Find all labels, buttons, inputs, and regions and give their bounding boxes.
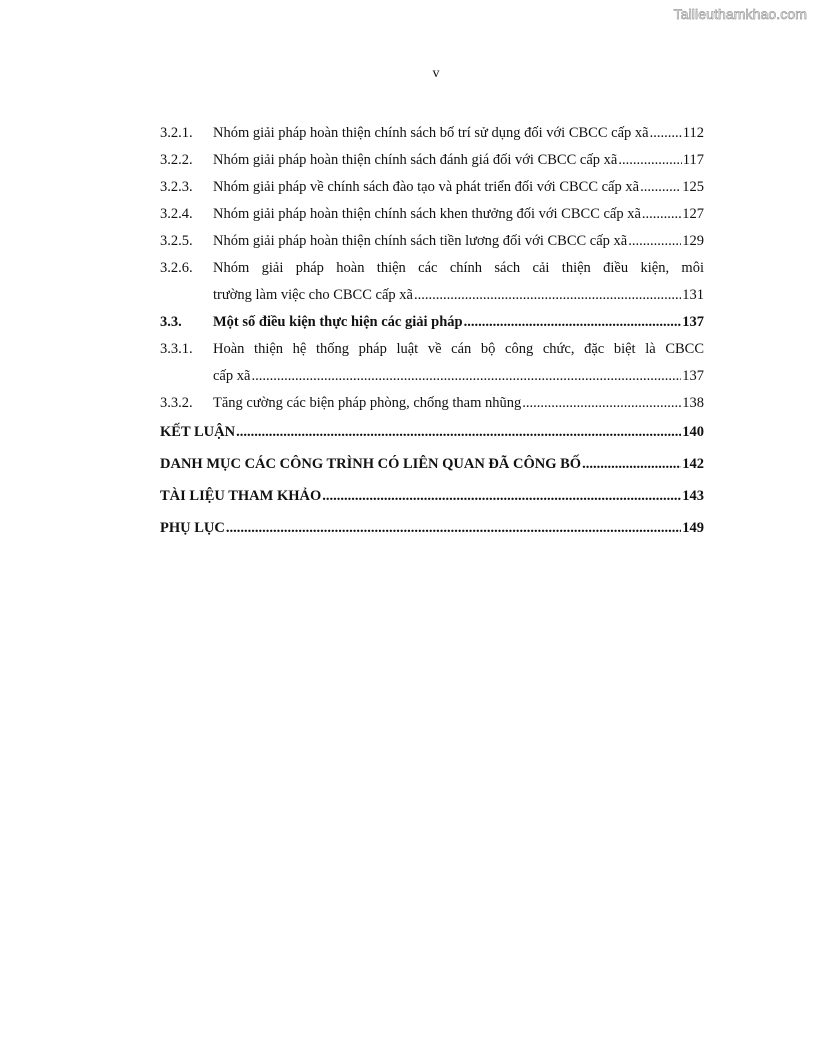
toc-entry-page: 143 bbox=[682, 488, 704, 504]
dot-leader bbox=[414, 282, 681, 309]
table-of-contents bbox=[160, 120, 704, 545]
dot-leader bbox=[522, 390, 681, 417]
toc-entry-title: Một số điều kiện thực hiện các giải pháp bbox=[213, 314, 463, 330]
toc-entry-title-line2: trường làm việc cho CBCC cấp xã bbox=[213, 287, 413, 303]
toc-entry-title: Nhóm giải pháp về chính sách đào tạo và phát triển đối với CBCC cấp xã bbox=[213, 179, 640, 195]
toc-entry-number: 3.2.3. bbox=[160, 179, 193, 195]
toc-entry-title: PHỤ LỤC bbox=[160, 520, 225, 536]
toc-entry-number: 3.3.2. bbox=[160, 395, 193, 411]
toc-entry-title-line1: Hoàn thiện hệ thống pháp luật về cán bộ công chức, đặc biệt là CBCC bbox=[213, 341, 704, 357]
toc-entry-title: TÀI LIỆU THAM KHẢO bbox=[160, 488, 322, 504]
toc-entry-number: 3.2.5. bbox=[160, 233, 193, 249]
toc-entry-3-2-4 bbox=[160, 201, 704, 228]
toc-entry-ket-luan bbox=[160, 417, 704, 449]
toc-entry-number: 3.2.6. bbox=[160, 260, 193, 276]
toc-entry-page: 131 bbox=[682, 287, 704, 303]
toc-entry-3-2-3 bbox=[160, 174, 704, 201]
toc-entry-number: 3.2.4. bbox=[160, 206, 193, 222]
toc-entry-title-line1: Nhóm giải pháp hoàn thiện các chính sách cải thiện điều kiện, môi bbox=[213, 260, 704, 276]
toc-entry-page: 137 bbox=[682, 368, 704, 384]
dot-leader bbox=[618, 147, 681, 174]
toc-entry-title: Tăng cường các biện pháp phòng, chống tham nhũng bbox=[213, 395, 522, 411]
watermark-text: Tailieuthamkhao.com bbox=[673, 6, 807, 22]
toc-entry-number: 3.2.2. bbox=[160, 152, 193, 168]
toc-entry-3-2-5 bbox=[160, 228, 704, 255]
toc-entry-title: Nhóm giải pháp hoàn thiện chính sách tiền lương đối với CBCC cấp xã bbox=[213, 233, 628, 249]
toc-entry-danh-muc bbox=[160, 449, 704, 481]
toc-entry-page: 117 bbox=[682, 152, 704, 168]
toc-entry-title-line2: cấp xã bbox=[213, 368, 251, 384]
dot-leader bbox=[322, 483, 681, 510]
toc-entry-title: Nhóm giải pháp hoàn thiện chính sách đánh giá đối với CBCC cấp xã bbox=[213, 152, 618, 168]
toc-entry-title: KẾT LUẬN bbox=[160, 424, 236, 440]
toc-entry-page: 137 bbox=[682, 314, 704, 330]
toc-entry-page: 149 bbox=[682, 520, 704, 536]
toc-entry-page: 140 bbox=[682, 424, 704, 440]
dot-leader bbox=[226, 515, 681, 542]
toc-entry-3-2-2 bbox=[160, 147, 704, 174]
toc-entry-page: 127 bbox=[682, 206, 704, 222]
toc-entry-page: 125 bbox=[682, 179, 704, 195]
toc-entry-page: 112 bbox=[682, 125, 704, 141]
page-number: v bbox=[432, 66, 440, 81]
toc-entry-number: 3.3.1. bbox=[160, 341, 193, 357]
dot-leader bbox=[464, 309, 682, 336]
toc-entry-number: 3.2.1. bbox=[160, 125, 193, 141]
toc-entry-page: 142 bbox=[682, 456, 704, 472]
dot-leader bbox=[236, 419, 681, 446]
toc-entry-3-2-1 bbox=[160, 120, 704, 147]
toc-entry-page: 129 bbox=[682, 233, 704, 249]
toc-entry-3-2-6 bbox=[160, 255, 704, 309]
toc-entry-3-3-2 bbox=[160, 390, 704, 417]
dot-leader bbox=[628, 228, 681, 255]
dot-leader bbox=[582, 451, 681, 478]
toc-entry-phu-luc bbox=[160, 513, 704, 545]
toc-entry-3-3 bbox=[160, 309, 704, 336]
dot-leader bbox=[251, 363, 681, 390]
toc-entry-title: DANH MỤC CÁC CÔNG TRÌNH CÓ LIÊN QUAN ĐÃ CÔNG BỐ bbox=[160, 456, 582, 472]
toc-entry-number: 3.3. bbox=[160, 314, 182, 330]
toc-entry-3-3-1 bbox=[160, 336, 704, 390]
dot-leader bbox=[640, 174, 681, 201]
toc-entry-tai-lieu bbox=[160, 481, 704, 513]
toc-entry-page: 138 bbox=[682, 395, 704, 411]
dot-leader bbox=[642, 201, 681, 228]
toc-entry-title: Nhóm giải pháp hoàn thiện chính sách khen thưởng đối với CBCC cấp xã bbox=[213, 206, 641, 222]
toc-entry-title: Nhóm giải pháp hoàn thiện chính sách bố trí sử dụng đối với CBCC cấp xã bbox=[213, 125, 649, 141]
dot-leader bbox=[650, 120, 682, 147]
